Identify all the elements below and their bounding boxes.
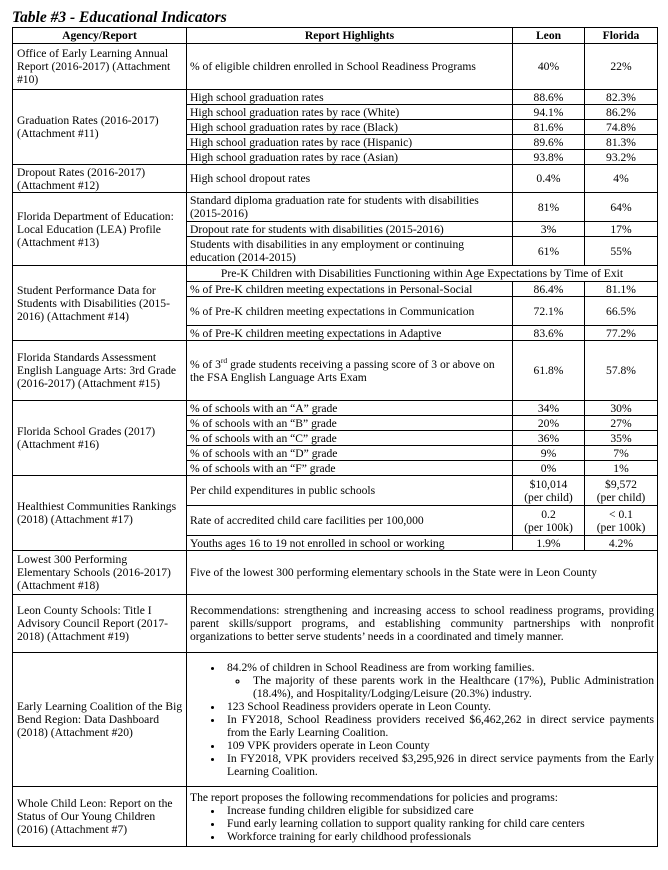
- highlight-cell: % of eligible children enrolled in School Readiness Programs: [187, 44, 513, 90]
- bullet-text: Fund early learning collation to support quality ranking for child care centers: [227, 816, 585, 830]
- highlight-cell: Per child expenditures in public schools: [187, 476, 513, 506]
- highlight-cell: % of Pre-K children meeting expectations in Personal-Social: [187, 282, 513, 297]
- florida-value: 82.3%: [585, 90, 658, 105]
- florida-value: [585, 506, 658, 536]
- leon-amount: $10,014: [529, 477, 568, 491]
- bullet-text: In FY2018, School Readiness providers received $6,462,262 in direct service payments from the Early Learning Coalition.: [227, 713, 654, 739]
- leon-amount: 0.2: [541, 507, 556, 521]
- leon-value: 61.8%: [513, 341, 585, 401]
- agency-cell: Student Performance Data for Students with Disabilities (2015-2016) (Attachment #14): [13, 266, 187, 341]
- leon-value: [513, 506, 585, 536]
- leon-note: (per child): [524, 490, 573, 504]
- leon-value: 61%: [513, 237, 585, 266]
- header-leon: Leon: [513, 28, 585, 44]
- list-item: [224, 661, 654, 700]
- bullet-text: In FY2018, VPK providers received $3,295,926 in direct service payments from the Early Learning Coalition.: [227, 752, 654, 778]
- leon-value: 81%: [513, 193, 585, 222]
- florida-amount: < 0.1: [609, 507, 633, 521]
- florida-value: 86.2%: [585, 105, 658, 120]
- highlight-cell: High school graduation rates by race (Asian): [187, 150, 513, 165]
- florida-note: (per 100k): [596, 520, 646, 534]
- table-row: [13, 551, 658, 595]
- leon-value: 81.6%: [513, 120, 585, 135]
- leon-note: (per 100k): [524, 520, 573, 534]
- leon-value: 3%: [513, 222, 585, 237]
- leon-value: 20%: [513, 416, 585, 431]
- header-row: [13, 28, 658, 44]
- table-row: [13, 90, 658, 105]
- leon-value: 40%: [513, 44, 585, 90]
- bullet-list: [190, 804, 654, 843]
- florida-value: 30%: [585, 401, 658, 416]
- fsa-text-sup: rd: [220, 355, 228, 365]
- leon-value: [513, 476, 585, 506]
- florida-value: 7%: [585, 446, 658, 461]
- header-florida: Florida: [585, 28, 658, 44]
- list-item: [249, 674, 654, 700]
- agency-cell: Whole Child Leon: Report on the Status of Our Young Children (2016) (Attachment #7): [13, 787, 187, 847]
- bullet-cell: [187, 787, 658, 847]
- agency-cell: Florida Department of Education: Local Education (LEA) Profile (Attachment #13): [13, 193, 187, 266]
- agency-cell: Leon County Schools: Title I Advisory Council Report (2017-2018) (Attachment #19): [13, 595, 187, 653]
- list-item: [224, 804, 654, 817]
- florida-value: 64%: [585, 193, 658, 222]
- florida-value: 93.2%: [585, 150, 658, 165]
- leon-value: 93.8%: [513, 150, 585, 165]
- educational-indicators-table: [12, 27, 658, 847]
- leon-value: 94.1%: [513, 105, 585, 120]
- table-row: [13, 476, 658, 506]
- highlight-cell: Standard diploma graduation rate for students with disabilities (2015-2016): [187, 193, 513, 222]
- leon-value: 72.1%: [513, 297, 585, 326]
- bullet-list: [190, 661, 654, 778]
- florida-value: 4.2%: [585, 536, 658, 551]
- agency-cell: Office of Early Learning Annual Report (2016-2017) (Attachment #10): [13, 44, 187, 90]
- florida-value: 77.2%: [585, 326, 658, 341]
- highlight-cell: High school graduation rates: [187, 90, 513, 105]
- table-row: [13, 193, 658, 222]
- table-row: [13, 653, 658, 787]
- highlight-cell: % of schools with an “D” grade: [187, 446, 513, 461]
- agency-cell: Lowest 300 Performing Elementary Schools (2016-2017) (Attachment #18): [13, 551, 187, 595]
- leon-value: 83.6%: [513, 326, 585, 341]
- florida-value: 55%: [585, 237, 658, 266]
- highlight-cell: High school dropout rates: [187, 165, 513, 193]
- agency-cell: Florida Standards Assessment English Language Arts: 3rd Grade (2016-2017) (Attachment #15): [13, 341, 187, 401]
- highlight-cell: Recommendations: strengthening and increasing access to school readiness programs, providing parent skills/support programs, and establishing community partnerships with nonprofit organizations to better serve students’ needs in a coordinated and timely manner.: [187, 595, 658, 653]
- fsa-text-pre: % of 3: [190, 357, 221, 371]
- florida-note: (per child): [596, 490, 646, 504]
- leon-value: 89.6%: [513, 135, 585, 150]
- agency-cell: Dropout Rates (2016-2017) (Attachment #12): [13, 165, 187, 193]
- florida-value: [585, 476, 658, 506]
- leon-value: 36%: [513, 431, 585, 446]
- bullet-text: 123 School Readiness providers operate in Leon County.: [227, 700, 491, 713]
- agency-cell: Healthiest Communities Rankings (2018) (Attachment #17): [13, 476, 187, 551]
- highlight-cell: % of Pre-K children meeting expectations in Adaptive: [187, 326, 513, 341]
- highlight-cell: Five of the lowest 300 performing elementary schools in the State were in Leon County: [187, 551, 658, 595]
- sub-bullet-list: [227, 674, 654, 700]
- florida-value: 22%: [585, 44, 658, 90]
- florida-value: 17%: [585, 222, 658, 237]
- florida-value: 35%: [585, 431, 658, 446]
- table-row: [13, 595, 658, 653]
- header-agency: Agency/Report: [13, 28, 187, 44]
- highlight-cell: [187, 341, 513, 401]
- florida-amount: $9,572: [605, 477, 637, 491]
- highlight-cell: High school graduation rates by race (White): [187, 105, 513, 120]
- florida-value: 66.5%: [585, 297, 658, 326]
- highlight-cell: % of schools with an “F” grade: [187, 461, 513, 476]
- leon-value: 9%: [513, 446, 585, 461]
- highlight-cell: % of schools with an “C” grade: [187, 431, 513, 446]
- header-highlights: Report Highlights: [187, 28, 513, 44]
- highlight-cell: Dropout rate for students with disabilities (2015-2016): [187, 222, 513, 237]
- fsa-text-post: grade students receiving a passing score of 3 or above on the FSA English Language Arts Exam: [190, 357, 495, 384]
- bullet-text: Increase funding children eligible for subsidized care: [227, 803, 474, 817]
- highlight-cell: % of schools with an “A” grade: [187, 401, 513, 416]
- table-title: Table #3 - Educational Indicators: [12, 9, 227, 26]
- highlight-cell: Youths ages 16 to 19 not enrolled in school or working: [187, 536, 513, 551]
- leon-value: 86.4%: [513, 282, 585, 297]
- florida-value: 1%: [585, 461, 658, 476]
- list-item: [224, 739, 654, 752]
- highlight-cell: Students with disabilities in any employment or continuing education (2014-2015): [187, 237, 513, 266]
- florida-value: 81.3%: [585, 135, 658, 150]
- bullet-text: The majority of these parents work in the Healthcare (17%), Public Administration (18.4%), and Hospitality/Lodging/Leisure (20.3%) industry.: [253, 674, 654, 700]
- leon-value: 0.4%: [513, 165, 585, 193]
- agency-cell: Florida School Grades (2017) (Attachment #16): [13, 401, 187, 476]
- table-row: [13, 341, 658, 401]
- bullet-text: Workforce training for early childhood professionals: [227, 829, 472, 843]
- list-item: [224, 700, 654, 713]
- florida-value: 81.1%: [585, 282, 658, 297]
- agency-cell: Early Learning Coalition of the Big Bend Region: Data Dashboard (2018) (Attachment #20): [13, 653, 187, 787]
- subheader-cell: Pre-K Children with Disabilities Functioning within Age Expectations by Time of Exit: [187, 266, 658, 282]
- highlight-cell: % of schools with an “B” grade: [187, 416, 513, 431]
- florida-value: 74.8%: [585, 120, 658, 135]
- highlight-cell: % of Pre-K children meeting expectations in Communication: [187, 297, 513, 326]
- leon-value: 34%: [513, 401, 585, 416]
- leon-value: 0%: [513, 461, 585, 476]
- florida-value: 57.8%: [585, 341, 658, 401]
- bullet-text: 109 VPK providers operate in Leon County: [227, 739, 430, 752]
- list-item: [224, 817, 654, 830]
- table-row: [13, 44, 658, 90]
- bullet-cell: [187, 653, 658, 787]
- highlight-cell: High school graduation rates by race (Hispanic): [187, 135, 513, 150]
- list-item: [224, 752, 654, 778]
- florida-value: 27%: [585, 416, 658, 431]
- table-row: [13, 787, 658, 847]
- table-row: [13, 165, 658, 193]
- florida-value: 4%: [585, 165, 658, 193]
- table-row: [13, 401, 658, 416]
- table-row: [13, 266, 658, 282]
- wcl-intro: The report proposes the following recommendations for policies and programs:: [190, 790, 559, 804]
- agency-cell: Graduation Rates (2016-2017) (Attachment #11): [13, 90, 187, 165]
- list-item: [224, 830, 654, 843]
- bullet-text: 84.2% of children in School Readiness are from working families.: [227, 661, 535, 674]
- highlight-cell: Rate of accredited child care facilities per 100,000: [187, 506, 513, 536]
- leon-value: 1.9%: [513, 536, 585, 551]
- list-item: [224, 713, 654, 739]
- leon-value: 88.6%: [513, 90, 585, 105]
- highlight-cell: High school graduation rates by race (Black): [187, 120, 513, 135]
